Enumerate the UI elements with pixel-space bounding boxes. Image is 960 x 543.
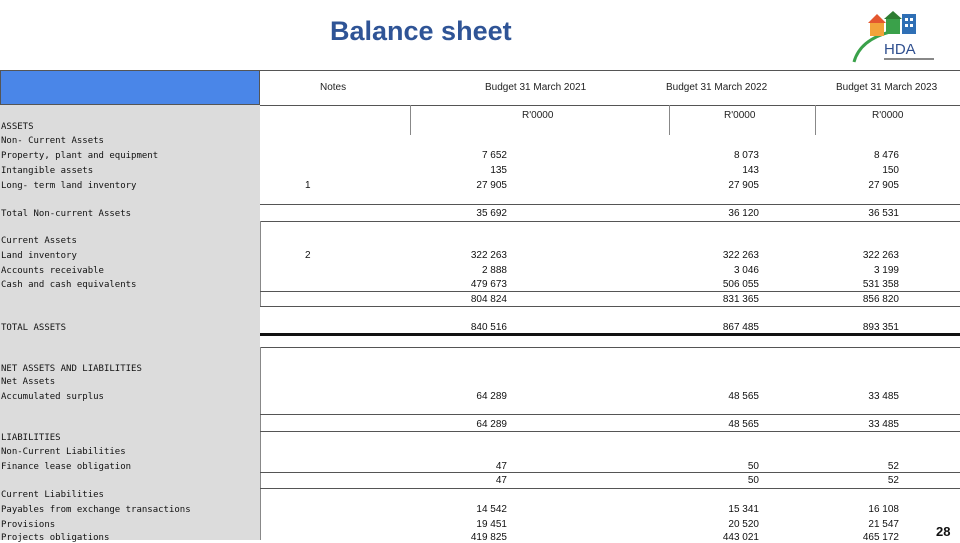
row-label-total-assets: TOTAL ASSETS bbox=[1, 323, 67, 333]
cell-cash-2021: 479 673 bbox=[470, 279, 507, 290]
cell-payables-2022: 15 341 bbox=[728, 504, 759, 515]
divider bbox=[260, 221, 261, 307]
cell-intangible-2021: 135 bbox=[490, 165, 507, 176]
row-label-accounts-receivable: Accounts receivable bbox=[1, 266, 104, 276]
row-border bbox=[260, 472, 960, 473]
cell-net-assets-total-2023: 33 485 bbox=[868, 419, 899, 430]
cell-long-term-land-2022: 27 905 bbox=[728, 180, 759, 191]
cell-total-assets-2023: 893 351 bbox=[862, 322, 899, 333]
page-number: 28 bbox=[936, 524, 951, 539]
section-assets: ASSETS bbox=[1, 122, 34, 132]
subsection-net-assets: Net Assets bbox=[1, 377, 56, 387]
cell-intangible-2022: 143 bbox=[742, 165, 759, 176]
row-label-intangible: Intangible assets bbox=[1, 166, 94, 176]
unit-2022: R'0000 bbox=[724, 110, 756, 121]
cell-accounts-receivable-2023: 3 199 bbox=[873, 265, 899, 276]
subsection-current-assets: Current Assets bbox=[1, 236, 77, 246]
cell-finance-lease-2022: 50 bbox=[747, 461, 759, 472]
cell-intangible-2023: 150 bbox=[882, 165, 899, 176]
page-title: Balance sheet bbox=[330, 16, 512, 46]
cell-finance-lease-2023: 52 bbox=[887, 461, 899, 472]
cell-provisions-2023: 21 547 bbox=[868, 519, 899, 530]
cell-projects-obligations-2022: 443 021 bbox=[722, 532, 759, 543]
header-budget-2023: Budget 31 March 2023 bbox=[836, 82, 938, 93]
header-notes: Notes bbox=[320, 82, 347, 93]
cell-accumulated-surplus-2023: 33 485 bbox=[868, 391, 899, 402]
row-border bbox=[260, 431, 960, 432]
cell-payables-2021: 14 542 bbox=[476, 504, 507, 515]
row-border bbox=[260, 488, 960, 489]
hda-logo-graphic bbox=[850, 10, 938, 66]
cell-finance-lease-2021: 47 bbox=[495, 461, 507, 472]
row-border bbox=[260, 414, 960, 415]
row-border bbox=[260, 221, 960, 222]
unit-2021: R'0000 bbox=[522, 110, 554, 121]
section-net-assets-liabilities: NET ASSETS AND LIABILITIES bbox=[1, 364, 142, 374]
notes-column bbox=[260, 105, 410, 540]
divider bbox=[815, 105, 816, 135]
cell-long-term-land-2021: 27 905 bbox=[476, 180, 507, 191]
cell-total-non-current-2021: 35 692 bbox=[476, 208, 507, 219]
row-label-provisions: Provisions bbox=[1, 520, 56, 530]
cell-land-inventory-2022: 322 263 bbox=[722, 250, 759, 261]
cell-projects-obligations-2021: 419 825 bbox=[470, 532, 507, 543]
cell-ppe-2022: 8 073 bbox=[733, 150, 759, 161]
cell-land-inventory-2023: 322 263 bbox=[862, 250, 899, 261]
subsection-non-current-assets: Non- Current Assets bbox=[1, 136, 104, 146]
header-top-border bbox=[260, 70, 960, 71]
cell-current-total-2023: 856 820 bbox=[862, 294, 899, 305]
cell-ppe-2021: 7 652 bbox=[481, 150, 507, 161]
logo-text: HDA bbox=[884, 41, 916, 58]
note-ref-1: 1 bbox=[305, 180, 311, 191]
row-border bbox=[260, 306, 960, 307]
header-budget-2021: Budget 31 March 2021 bbox=[485, 82, 587, 93]
cell-long-term-land-2023: 27 905 bbox=[868, 180, 899, 191]
cell-accounts-receivable-2022: 3 046 bbox=[733, 265, 759, 276]
cell-finance-lease-total-2022: 50 bbox=[747, 475, 759, 486]
row-border bbox=[260, 204, 960, 205]
cell-land-inventory-2021: 322 263 bbox=[470, 250, 507, 261]
cell-total-non-current-2022: 36 120 bbox=[728, 208, 759, 219]
cell-total-assets-2022: 867 485 bbox=[722, 322, 759, 333]
cell-cash-2023: 531 358 bbox=[862, 279, 899, 290]
header-budget-2022: Budget 31 March 2022 bbox=[666, 82, 768, 93]
row-label-ppe: Property, plant and equipment bbox=[1, 151, 159, 161]
subsection-current-liabilities: Current Liabilities bbox=[1, 490, 104, 500]
cell-accounts-receivable-2021: 2 888 bbox=[481, 265, 507, 276]
unit-2023: R'0000 bbox=[872, 110, 904, 121]
subsection-non-current-liabilities: Non-Current Liabilities bbox=[1, 447, 126, 457]
cell-net-assets-total-2022: 48 565 bbox=[728, 419, 759, 430]
cell-total-non-current-2023: 36 531 bbox=[868, 208, 899, 219]
cell-finance-lease-total-2023: 52 bbox=[887, 475, 899, 486]
cell-cash-2022: 506 055 bbox=[722, 279, 759, 290]
row-label-accumulated-surplus: Accumulated surplus bbox=[1, 392, 104, 402]
row-label-projects-obligations: Projects obligations bbox=[1, 533, 110, 543]
row-label-finance-lease: Finance lease obligation bbox=[1, 462, 132, 472]
cell-total-assets-2021: 840 516 bbox=[470, 322, 507, 333]
row-label-payables: Payables from exchange transactions bbox=[1, 505, 191, 515]
header-bottom-border bbox=[260, 105, 960, 106]
note-ref-2: 2 bbox=[305, 250, 311, 261]
divider bbox=[410, 105, 411, 135]
cell-projects-obligations-2023: 465 172 bbox=[862, 532, 899, 543]
divider bbox=[669, 105, 670, 135]
cell-provisions-2021: 19 451 bbox=[476, 519, 507, 530]
cell-payables-2023: 16 108 bbox=[868, 504, 899, 515]
section-liabilities: LIABILITIES bbox=[1, 433, 61, 443]
row-label-long-term-land: Long- term land inventory bbox=[1, 181, 137, 191]
row-label-cash: Cash and cash equivalents bbox=[1, 280, 137, 290]
divider bbox=[260, 347, 261, 540]
total-double-underline bbox=[260, 333, 960, 336]
cell-ppe-2023: 8 476 bbox=[873, 150, 899, 161]
cell-accumulated-surplus-2021: 64 289 bbox=[476, 391, 507, 402]
row-label-land-inventory: Land inventory bbox=[1, 251, 77, 261]
table-header-bar bbox=[0, 70, 260, 105]
hda-house-logo bbox=[850, 10, 938, 66]
row-border bbox=[260, 347, 960, 348]
row-border bbox=[260, 291, 960, 292]
cell-current-total-2021: 804 824 bbox=[470, 294, 507, 305]
cell-finance-lease-total-2021: 47 bbox=[495, 475, 507, 486]
cell-provisions-2022: 20 520 bbox=[728, 519, 759, 530]
cell-net-assets-total-2021: 64 289 bbox=[476, 419, 507, 430]
cell-current-total-2022: 831 365 bbox=[722, 294, 759, 305]
cell-accumulated-surplus-2022: 48 565 bbox=[728, 391, 759, 402]
row-label-total-non-current: Total Non-current Assets bbox=[1, 209, 132, 219]
